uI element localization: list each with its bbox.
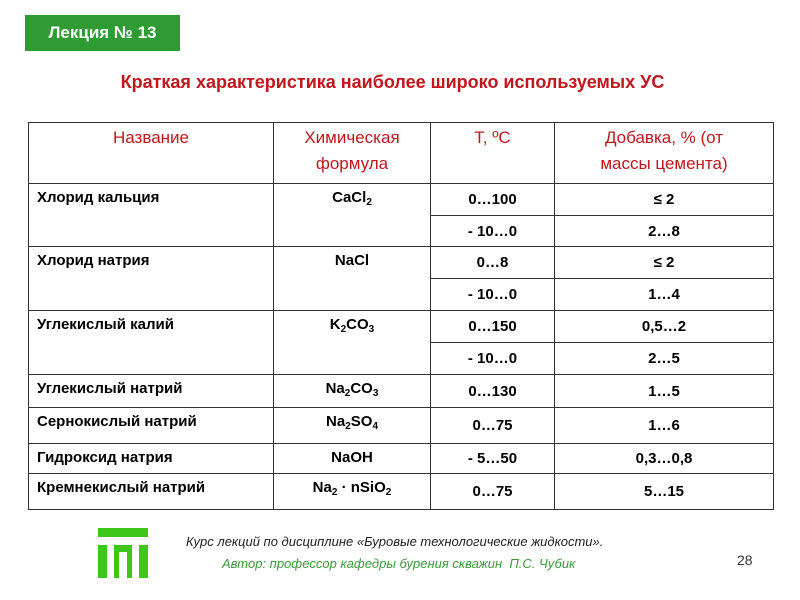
cell-name: Хлорид кальция <box>29 184 274 247</box>
cell-additive: 0,5…2 <box>555 311 774 343</box>
formula-subscript: 2 <box>331 487 338 498</box>
header-additive <box>555 123 774 184</box>
formula-part: Na <box>325 380 345 397</box>
cell-additive: 2…8 <box>555 216 774 247</box>
additives-table <box>28 122 774 510</box>
cell-formula <box>274 474 431 510</box>
cell-temperature: 0…100 <box>431 184 555 216</box>
author-footer: Автор: профессор кафедры бурения скважин П.С. Чубик <box>222 556 576 571</box>
table-row <box>29 444 774 474</box>
formula-subscript: 3 <box>368 324 375 335</box>
cell-formula <box>274 375 431 408</box>
table-row <box>29 247 774 279</box>
cell-name: Гидроксид натрия <box>29 444 274 474</box>
cell-temperature: 0…75 <box>431 408 555 444</box>
cell-name: Углекислый натрий <box>29 375 274 408</box>
cell-temperature: - 10…0 <box>431 216 555 247</box>
cell-temperature: - 10…0 <box>431 279 555 311</box>
formula-subscript: 2 <box>344 388 351 399</box>
cell-additive: ≤ 2 <box>555 184 774 216</box>
formula-subscript: 2 <box>340 324 347 335</box>
cell-name: Углекислый калий <box>29 311 274 375</box>
cell-temperature: 0…8 <box>431 247 555 279</box>
table-row <box>29 408 774 444</box>
formula-subscript: 4 <box>372 421 378 432</box>
course-footer: Курс лекций по дисциплине «Буровые технологические жидкости». <box>186 534 604 549</box>
page-title: Краткая характеристика наиболее широко используемых УС <box>120 72 665 92</box>
header-formula-line2: формула <box>315 154 389 173</box>
formula-part: CO <box>346 316 369 333</box>
cell-additive: ≤ 2 <box>555 247 774 279</box>
formula-part: K <box>329 316 341 333</box>
cell-formula <box>274 247 431 311</box>
page-number: 28 <box>737 552 753 568</box>
university-logo-icon <box>98 528 148 578</box>
formula-part: CO <box>350 380 373 397</box>
formula-base: NaOH <box>331 449 373 466</box>
cell-formula <box>274 311 431 375</box>
cell-temperature: 0…130 <box>431 375 555 408</box>
cell-additive: 5…15 <box>555 474 774 510</box>
cell-additive: 1…6 <box>555 408 774 444</box>
cell-formula <box>274 184 431 247</box>
cell-additive: 0,3…0,8 <box>555 444 774 474</box>
formula-subscript: 2 <box>366 197 372 208</box>
cell-temperature: 0…75 <box>431 474 555 510</box>
formula-part: · nSiO <box>337 479 386 496</box>
cell-temperature: - 5…50 <box>431 444 555 474</box>
header-formula-line1: Химическая <box>304 128 400 147</box>
lecture-badge: Лекция № 13 <box>25 15 180 51</box>
cell-additive: 2…5 <box>555 343 774 375</box>
cell-name: Хлорид натрия <box>29 247 274 311</box>
formula-base: CaCl <box>332 189 367 206</box>
cell-formula <box>274 444 431 474</box>
header-formula <box>274 123 431 184</box>
header-additive-line2: массы цемента) <box>600 154 728 173</box>
cell-formula <box>274 408 431 444</box>
header-temperature: T, ºC <box>431 123 555 184</box>
formula-part: Na <box>326 413 346 430</box>
header-name: Название <box>29 123 274 184</box>
header-additive-line1: Добавка, % (от <box>604 128 724 147</box>
cell-additive: 1…5 <box>555 375 774 408</box>
table-row <box>29 375 774 408</box>
table-header-row <box>29 123 774 184</box>
formula-subscript: 2 <box>385 487 392 498</box>
cell-temperature: 0…150 <box>431 311 555 343</box>
table-row <box>29 474 774 510</box>
cell-name: Сернокислый натрий <box>29 408 274 444</box>
formula-part: Na <box>312 479 332 496</box>
cell-temperature: - 10…0 <box>431 343 555 375</box>
formula-subscript: 2 <box>345 421 351 432</box>
formula-base: NaCl <box>334 252 370 269</box>
cell-additive: 1…4 <box>555 279 774 311</box>
formula-subscript: 3 <box>372 388 379 399</box>
table-row <box>29 311 774 343</box>
table-row <box>29 184 774 216</box>
formula-part: SO <box>350 413 373 430</box>
cell-name: Кремнекислый натрий <box>29 474 274 510</box>
